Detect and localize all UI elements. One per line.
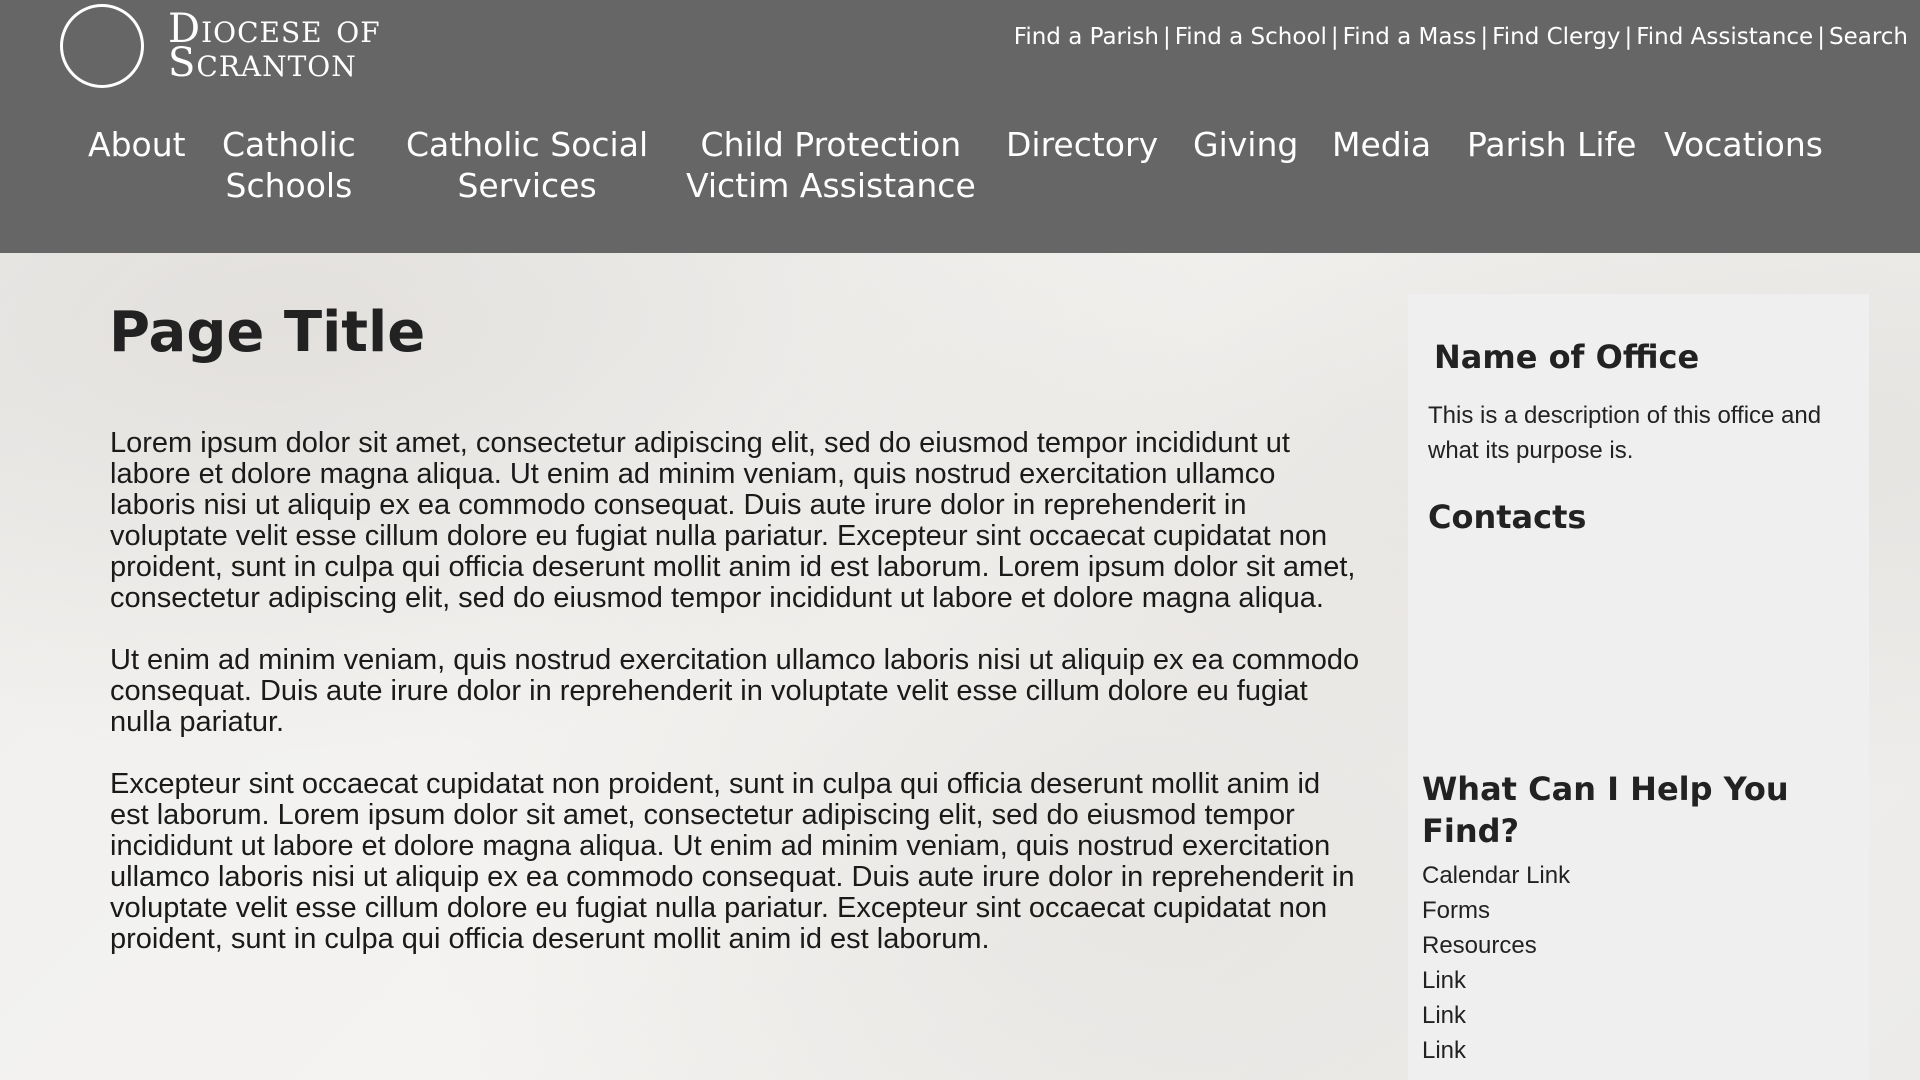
nav-child-protection[interactable]: [686, 124, 976, 206]
logo-line-2: Scranton: [168, 40, 357, 86]
page-title: Page Title: [109, 300, 426, 365]
logo-circle-icon[interactable]: [60, 4, 144, 88]
nav-about[interactable]: [88, 124, 186, 165]
nav-giving[interactable]: [1193, 124, 1298, 165]
nav-label: Catholic: [222, 125, 356, 164]
logo-line-1: Diocese of: [168, 6, 381, 52]
nav-catholic-social-services[interactable]: [406, 124, 648, 206]
search-link[interactable]: Search: [1828, 24, 1908, 50]
nav-label: Child Protection: [700, 125, 962, 164]
find-mass-link[interactable]: Find a Mass: [1342, 24, 1477, 50]
nav-label: Directory: [1006, 125, 1159, 164]
utility-nav: [1014, 24, 1908, 50]
resources-link[interactable]: Resources: [1422, 932, 1537, 959]
paragraph: Excepteur sint occaecat cupidatat non proident, sunt in culpa qui officia deserunt mollit anim id est laborum. Lorem ipsum dolor sit amet, consectetur adipiscing elit, sed do eiusmod tempor incididunt ut labore et dolore magna aliqua. Ut enim ad minim veniam, quis nostrud exercitation ullamco laboris nisi ut aliquip ex ea commodo consequat. Duis aute irure dolor in reprehenderit in voluptate velit esse cillum dolore eu fugiat nulla pariatur. Excepteur sint occaecat cupidatat non proident, sunt in culpa qui officia deserunt mollit anim id est laborum.: [110, 768, 1355, 955]
find-clergy-link[interactable]: Find Clergy: [1492, 24, 1621, 50]
nav-catholic-schools[interactable]: [222, 124, 356, 206]
link[interactable]: Link: [1422, 1037, 1467, 1064]
nav-label: Schools: [225, 166, 353, 205]
forms-link[interactable]: Forms: [1422, 897, 1490, 924]
separator: |: [1162, 24, 1171, 50]
nav-label: Catholic Social: [406, 125, 649, 164]
separator: |: [1480, 24, 1489, 50]
office-name-heading: Name of Office: [1434, 338, 1700, 376]
nav-directory[interactable]: [1006, 124, 1158, 165]
nav-label: Giving: [1193, 125, 1299, 164]
nav-label: Parish Life: [1467, 125, 1637, 164]
site-header: [0, 0, 1920, 253]
main-content: [110, 428, 1360, 986]
separator: |: [1624, 24, 1633, 50]
nav-parish-life[interactable]: [1467, 124, 1636, 165]
find-school-link[interactable]: Find a School: [1174, 24, 1327, 50]
nav-label: Victim Assistance: [686, 166, 976, 205]
paragraph: Ut enim ad minim veniam, quis nostrud exercitation ullamco laboris nisi ut aliquip ex ea commodo consequat. Duis aute irure dolor in reprehenderit in voluptate velit esse cillum dolore eu fugiat nulla pariatur.: [110, 644, 1360, 738]
main-nav: [0, 124, 1920, 224]
paragraph: Lorem ipsum dolor sit amet, consectetur adipiscing elit, sed do eiusmod tempor incididunt ut labore et dolore magna aliqua. Ut enim ad minim veniam, quis nostrud exercitation ullamco laboris nisi ut aliquip ex ea commodo consequat. Duis aute irure dolor in reprehenderit in voluptate velit esse cillum dolore eu fugiat nulla pariatur. Excepteur sint occaecat cupidatat non proident, sunt in culpa qui officia deserunt mollit anim id est laborum. Lorem ipsum dolor sit amet, consectetur adipiscing elit, sed do eiusmod tempor incididunt ut labore et dolore magna aliqua.: [110, 427, 1356, 614]
separator: |: [1817, 24, 1825, 50]
calendar-link[interactable]: Calendar Link: [1422, 862, 1571, 889]
sidebar: [1408, 294, 1869, 1080]
help-heading: What Can I Help You Find?: [1422, 770, 1789, 850]
nav-label: Media: [1332, 125, 1432, 164]
nav-label: Vocations: [1664, 125, 1823, 164]
separator: |: [1330, 24, 1339, 50]
link[interactable]: Link: [1422, 967, 1467, 994]
nav-label: About: [88, 125, 186, 164]
find-parish-link[interactable]: Find a Parish: [1013, 24, 1159, 50]
site-logo[interactable]: [168, 6, 381, 86]
office-description: This is a description of this office and what its purpose is.: [1428, 402, 1822, 464]
help-links: [1422, 858, 1570, 1068]
find-assistance-link[interactable]: Find Assistance: [1636, 24, 1814, 50]
nav-label: Services: [457, 166, 597, 205]
nav-media[interactable]: [1332, 124, 1431, 165]
contacts-heading: Contacts: [1428, 498, 1587, 536]
link[interactable]: Link: [1422, 1002, 1467, 1029]
nav-vocations[interactable]: [1664, 124, 1823, 165]
